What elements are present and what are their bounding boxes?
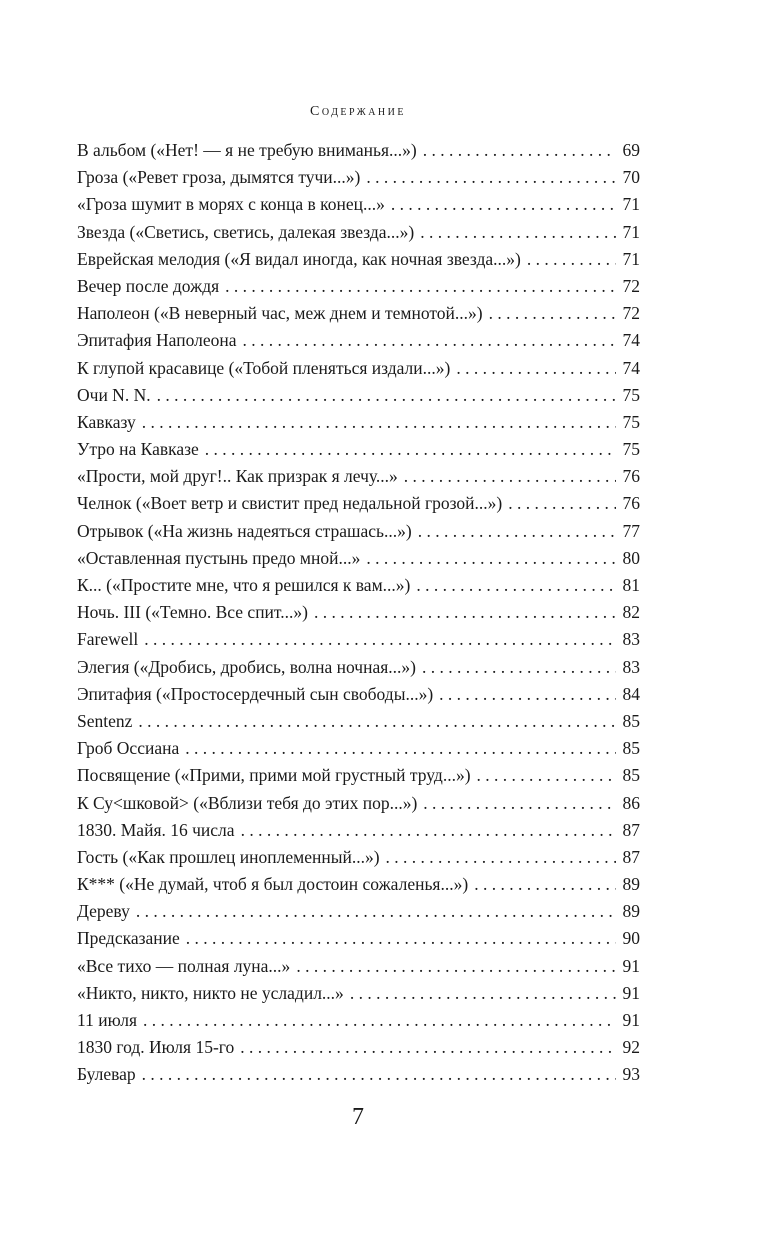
toc-entry-title: 11 июля [77, 1010, 138, 1030]
dot-leader [186, 925, 616, 952]
toc-entry-page: 76 [622, 466, 640, 487]
toc-entry-title: К глупой красавице («Тобой пленяться издали...») [77, 357, 451, 378]
dot-leader [241, 817, 616, 844]
dot-leader [456, 355, 616, 382]
dot-leader [136, 898, 616, 925]
dot-leader [404, 463, 616, 490]
toc-entry-title: Звезда («Светись, светись, далекая звезда...») [77, 221, 415, 242]
toc-entry [77, 463, 640, 490]
toc-entry [77, 762, 640, 789]
toc-entry-title: Отрывок («На жизнь надеяться страшась...») [77, 520, 412, 541]
toc-entry [77, 518, 640, 545]
dot-leader [391, 191, 616, 218]
toc-entry-title: Ночь. III («Темно. Все спит...») [77, 602, 308, 623]
toc-entry [77, 1007, 640, 1034]
toc-entry-title: Sentenz [77, 710, 133, 731]
toc-entry-page: 86 [622, 792, 640, 813]
toc-entry-title: Эпитафия Наполеона [77, 330, 237, 351]
toc-entry [77, 409, 640, 436]
page-number: 7 [352, 1104, 364, 1130]
dot-leader [142, 409, 616, 436]
toc-entry-title: Наполеон («В неверный час, меж днем и темнотой...») [77, 303, 483, 324]
dot-leader [144, 626, 616, 653]
dot-leader [157, 382, 616, 409]
toc-entry [77, 436, 640, 463]
toc-entry-page: 76 [622, 493, 640, 514]
dot-leader [143, 1007, 616, 1034]
toc-entry [77, 1061, 640, 1088]
toc-entry [77, 219, 640, 246]
toc-entry-title: Булевар [77, 1064, 136, 1085]
toc-entry-title: «Никто, никто, никто не усладил...» [77, 982, 344, 1003]
toc-entry [77, 898, 640, 925]
dot-leader [242, 327, 616, 354]
dot-leader [314, 599, 616, 626]
toc-entry [77, 735, 640, 762]
dot-leader [386, 844, 616, 871]
toc-entry-page: 85 [622, 738, 640, 759]
dot-leader [142, 1061, 616, 1088]
toc-entry [77, 817, 640, 844]
toc-entry [77, 490, 640, 517]
running-header: Содержание [310, 104, 406, 119]
dot-leader [366, 164, 616, 191]
toc-entry [77, 355, 640, 382]
toc-entry-title: «Все тихо — полная луна...» [77, 955, 291, 976]
toc-entry [77, 626, 640, 653]
toc-entry-page: 85 [622, 710, 640, 731]
toc-entry-title: К Су<шковой> («Вблизи тебя до этих пор...») [77, 792, 418, 813]
toc-entry-title: Еврейская мелодия («Я видал иногда, как ночная звезда...») [77, 248, 521, 269]
toc-entry [77, 572, 640, 599]
toc-entry-title: Утро на Кавказе [77, 439, 199, 460]
toc-entry-page: 91 [622, 982, 640, 1003]
toc-entry [77, 246, 640, 273]
toc-entry-title: Эпитафия («Простосердечный сын свободы...») [77, 683, 434, 704]
dot-leader [296, 953, 616, 980]
toc-entry-page: 90 [622, 928, 640, 949]
toc-entry-page: 83 [622, 656, 640, 677]
toc-entry-page: 72 [622, 303, 640, 324]
dot-leader [205, 436, 616, 463]
toc-entry-page: 71 [622, 221, 640, 242]
toc-entry-title: 1830. Майя. 16 числа [77, 819, 235, 840]
toc-entry-title: 1830 год. Июля 15-го [77, 1037, 235, 1058]
dot-leader [366, 545, 616, 572]
toc-entry [77, 654, 640, 681]
toc-entry [77, 164, 640, 191]
dot-leader [418, 518, 616, 545]
toc-entry-page: 74 [622, 330, 640, 351]
toc-entry-page: 82 [622, 602, 640, 623]
toc-entry-title: Предсказание [77, 928, 180, 949]
toc-entry-page: 69 [622, 140, 640, 160]
toc-entry-page: 75 [622, 411, 640, 432]
toc-entry-page: 83 [622, 629, 640, 650]
toc-entry-page: 77 [622, 520, 640, 541]
toc-entry-title: К... («Простите мне, что я решился к вам...») [77, 575, 411, 595]
toc-entry-page: 93 [622, 1064, 640, 1085]
toc-entry [77, 708, 640, 735]
toc-entry-title: Гость («Как прошлец иноплеменный...») [77, 846, 380, 867]
toc-entry [77, 300, 640, 327]
dot-leader [489, 300, 616, 327]
dot-leader [474, 871, 616, 898]
toc-entry [77, 925, 640, 952]
toc-entry-title: Очи N. N. [77, 384, 151, 405]
toc-entry-page: 87 [622, 846, 640, 867]
dot-leader [225, 273, 616, 300]
toc-entry [77, 844, 640, 871]
toc-entry-title: «Оставленная пустынь предо мной...» [77, 547, 361, 568]
toc-entry-page: 89 [622, 901, 640, 922]
toc-entry-page: 91 [622, 1010, 640, 1030]
toc-entry-page: 87 [622, 819, 640, 840]
toc-entry [77, 681, 640, 708]
toc-entry [77, 871, 640, 898]
dot-leader [477, 762, 616, 789]
toc-entry [77, 1034, 640, 1061]
dot-leader [439, 681, 616, 708]
toc-entry-page: 72 [622, 275, 640, 296]
toc-entry-page: 75 [622, 384, 640, 405]
dot-leader [240, 1034, 616, 1061]
toc-entry-title: «Гроза шумит в морях с конца в конец...» [77, 194, 385, 215]
toc-entry [77, 273, 640, 300]
dot-leader [508, 490, 616, 517]
toc-entry [77, 953, 640, 980]
dot-leader [422, 654, 616, 681]
dot-leader [185, 735, 616, 762]
dot-leader [350, 980, 616, 1007]
toc-entry [77, 545, 640, 572]
toc-entry-page: 74 [622, 357, 640, 378]
toc-entry-title: Farewell [77, 629, 139, 650]
toc-entry-title: В альбом («Нет! — я не требую вниманья...») [77, 140, 417, 160]
toc-entry-title: Челнок («Воет ветр и свистит пред недальной грозой...») [77, 493, 503, 514]
toc-entry [77, 327, 640, 354]
toc-entry-page: 89 [622, 874, 640, 895]
toc-entry-page: 80 [622, 547, 640, 568]
toc-entry [77, 137, 640, 164]
toc-entry-page: 81 [622, 575, 640, 595]
toc-entry-page: 70 [622, 167, 640, 188]
toc-entry-page: 85 [622, 765, 640, 786]
toc-entry-title: «Прости, мой друг!.. Как призрак я лечу...» [77, 466, 398, 487]
toc-entry-page: 92 [622, 1037, 640, 1058]
dot-leader [423, 790, 616, 817]
toc-entry-title: Гроза («Ревет гроза, дымятся тучи...») [77, 167, 361, 188]
dot-leader [420, 219, 616, 246]
toc-entry-page: 91 [622, 955, 640, 976]
dot-leader [423, 137, 616, 164]
toc-entry-title: К*** («Не думай, чтоб я был достоин сожаленья...») [77, 874, 469, 895]
toc-entry-page: 75 [622, 439, 640, 460]
toc-entry-title: Гроб Оссиана [77, 738, 180, 759]
dot-leader [138, 708, 616, 735]
toc-entry [77, 980, 640, 1007]
toc-entry [77, 790, 640, 817]
toc-entry [77, 599, 640, 626]
toc-entry-title: Элегия («Дробись, дробись, волна ночная...») [77, 656, 416, 677]
toc-entry-title: Вечер после дождя [77, 275, 220, 296]
dot-leader [527, 246, 616, 273]
table-of-contents [77, 137, 640, 1089]
dot-leader [416, 572, 616, 599]
toc-entry [77, 382, 640, 409]
toc-entry-page: 71 [622, 194, 640, 215]
toc-entry-title: Дереву [77, 901, 130, 922]
toc-entry-title: Посвящение («Прими, прими мой грустный труд...») [77, 765, 471, 786]
toc-entry-page: 71 [622, 248, 640, 269]
toc-entry-title: Кавказу [77, 411, 136, 432]
toc-entry [77, 191, 640, 218]
toc-entry-page: 84 [622, 683, 640, 704]
